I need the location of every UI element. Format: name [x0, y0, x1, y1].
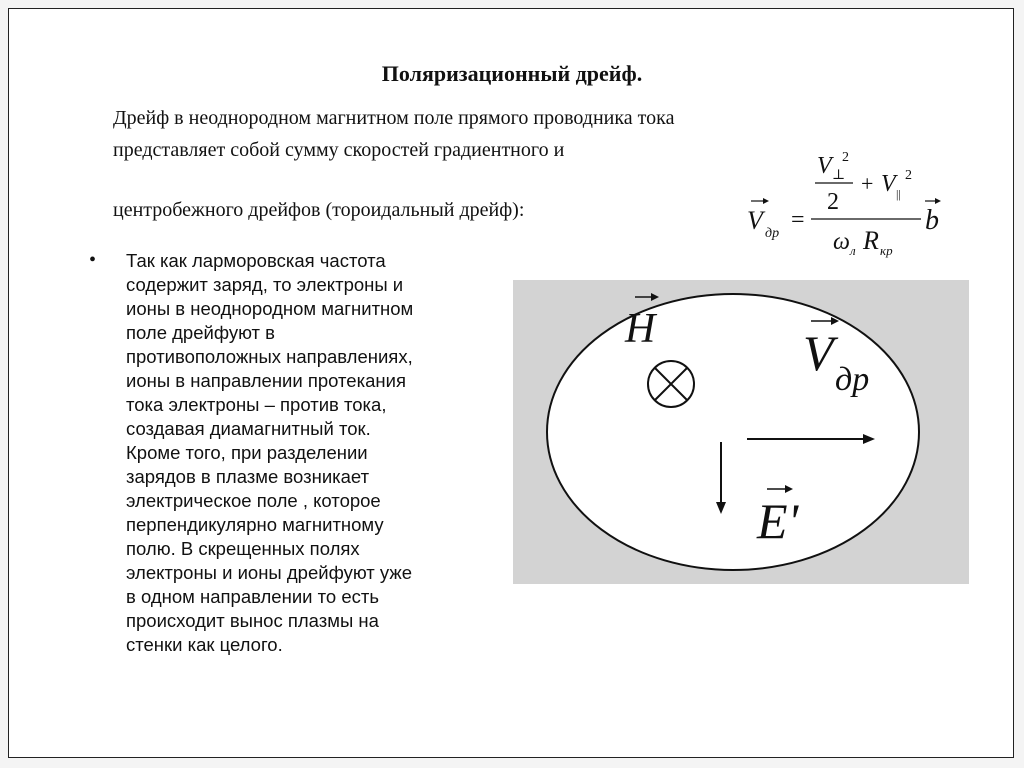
- bullet-marker: •: [89, 249, 97, 271]
- bullet-line: тока электроны – против тока,: [126, 394, 387, 415]
- formula-r-sub: кр: [880, 243, 893, 258]
- intro-line-3: центробежного дрейфов (тороидальный дрейф):: [113, 199, 525, 221]
- bullet-line: содержит заряд, то электроны и: [126, 274, 404, 295]
- formula-v-par-sup: 2: [905, 168, 912, 183]
- formula-v-perp: V: [817, 153, 832, 179]
- slide-title: Поляризационный дрейф.: [381, 61, 643, 86]
- formula-equals: =: [791, 207, 805, 233]
- formula-plus: +: [861, 171, 874, 196]
- bullet-paragraph: [126, 249, 506, 657]
- bullet-line: полю. В скрещенных полях: [126, 538, 360, 559]
- formula-r: R: [863, 226, 879, 255]
- bullet-line: происходит вынос плазмы на: [126, 610, 379, 631]
- plasma-ellipse: [547, 294, 919, 570]
- svg-text:др: др: [835, 361, 870, 398]
- bullet-line: поле дрейфуют в: [126, 322, 276, 343]
- intro-line-2: представляет собой сумму скоростей градиентного и: [113, 139, 565, 161]
- svg-text:V: V: [803, 325, 834, 381]
- bullet-line: в одном направлении то есть: [126, 586, 379, 607]
- formula-v-par-sub: ||: [896, 187, 901, 201]
- bullet-line: Кроме того, при разделении: [126, 442, 368, 463]
- formula-lhs-v: V: [747, 206, 763, 235]
- slide: [8, 8, 1014, 758]
- bullet-line: стенки как целого.: [126, 634, 283, 655]
- svg-text:H: H: [625, 306, 656, 352]
- formula-v-par: V: [881, 171, 896, 197]
- formula-v-perp-sub: ⊥: [832, 168, 846, 183]
- bullet-line: ионы в направлении протекания: [126, 370, 406, 391]
- bullet-line: противоположных направлениях,: [126, 346, 413, 367]
- plasma-drift-diagram: [513, 280, 969, 584]
- bullet-line: ионы в неоднородном магнитном: [126, 298, 414, 319]
- formula-unit-vector-b: b: [925, 205, 939, 236]
- drift-velocity-formula: [725, 139, 965, 261]
- e-field-label: [756, 485, 800, 549]
- bullet-line: зарядов в плазме возникает: [126, 466, 370, 487]
- bullet-line: электрическое поле , которое: [126, 490, 381, 511]
- formula-omega-sub: л: [850, 243, 856, 258]
- bullet-line: создавая диамагнитный ток.: [126, 418, 371, 439]
- formula-half-denominator: 2: [827, 189, 839, 215]
- intro-line-1: Дрейф в неоднородном магнитном поле прямого проводника тока: [113, 107, 675, 129]
- formula-lhs-sub: др: [765, 226, 780, 241]
- bullet-line: перпендикулярно магнитному: [126, 514, 384, 535]
- formula-omega: ω: [833, 229, 850, 255]
- svg-text:E': E': [757, 493, 799, 549]
- bullet-line: Так как ларморовская частота: [126, 250, 386, 271]
- bullet-line: электроны и ионы дрейфуют уже: [126, 562, 413, 583]
- formula-v-perp-sup: 2: [842, 150, 849, 165]
